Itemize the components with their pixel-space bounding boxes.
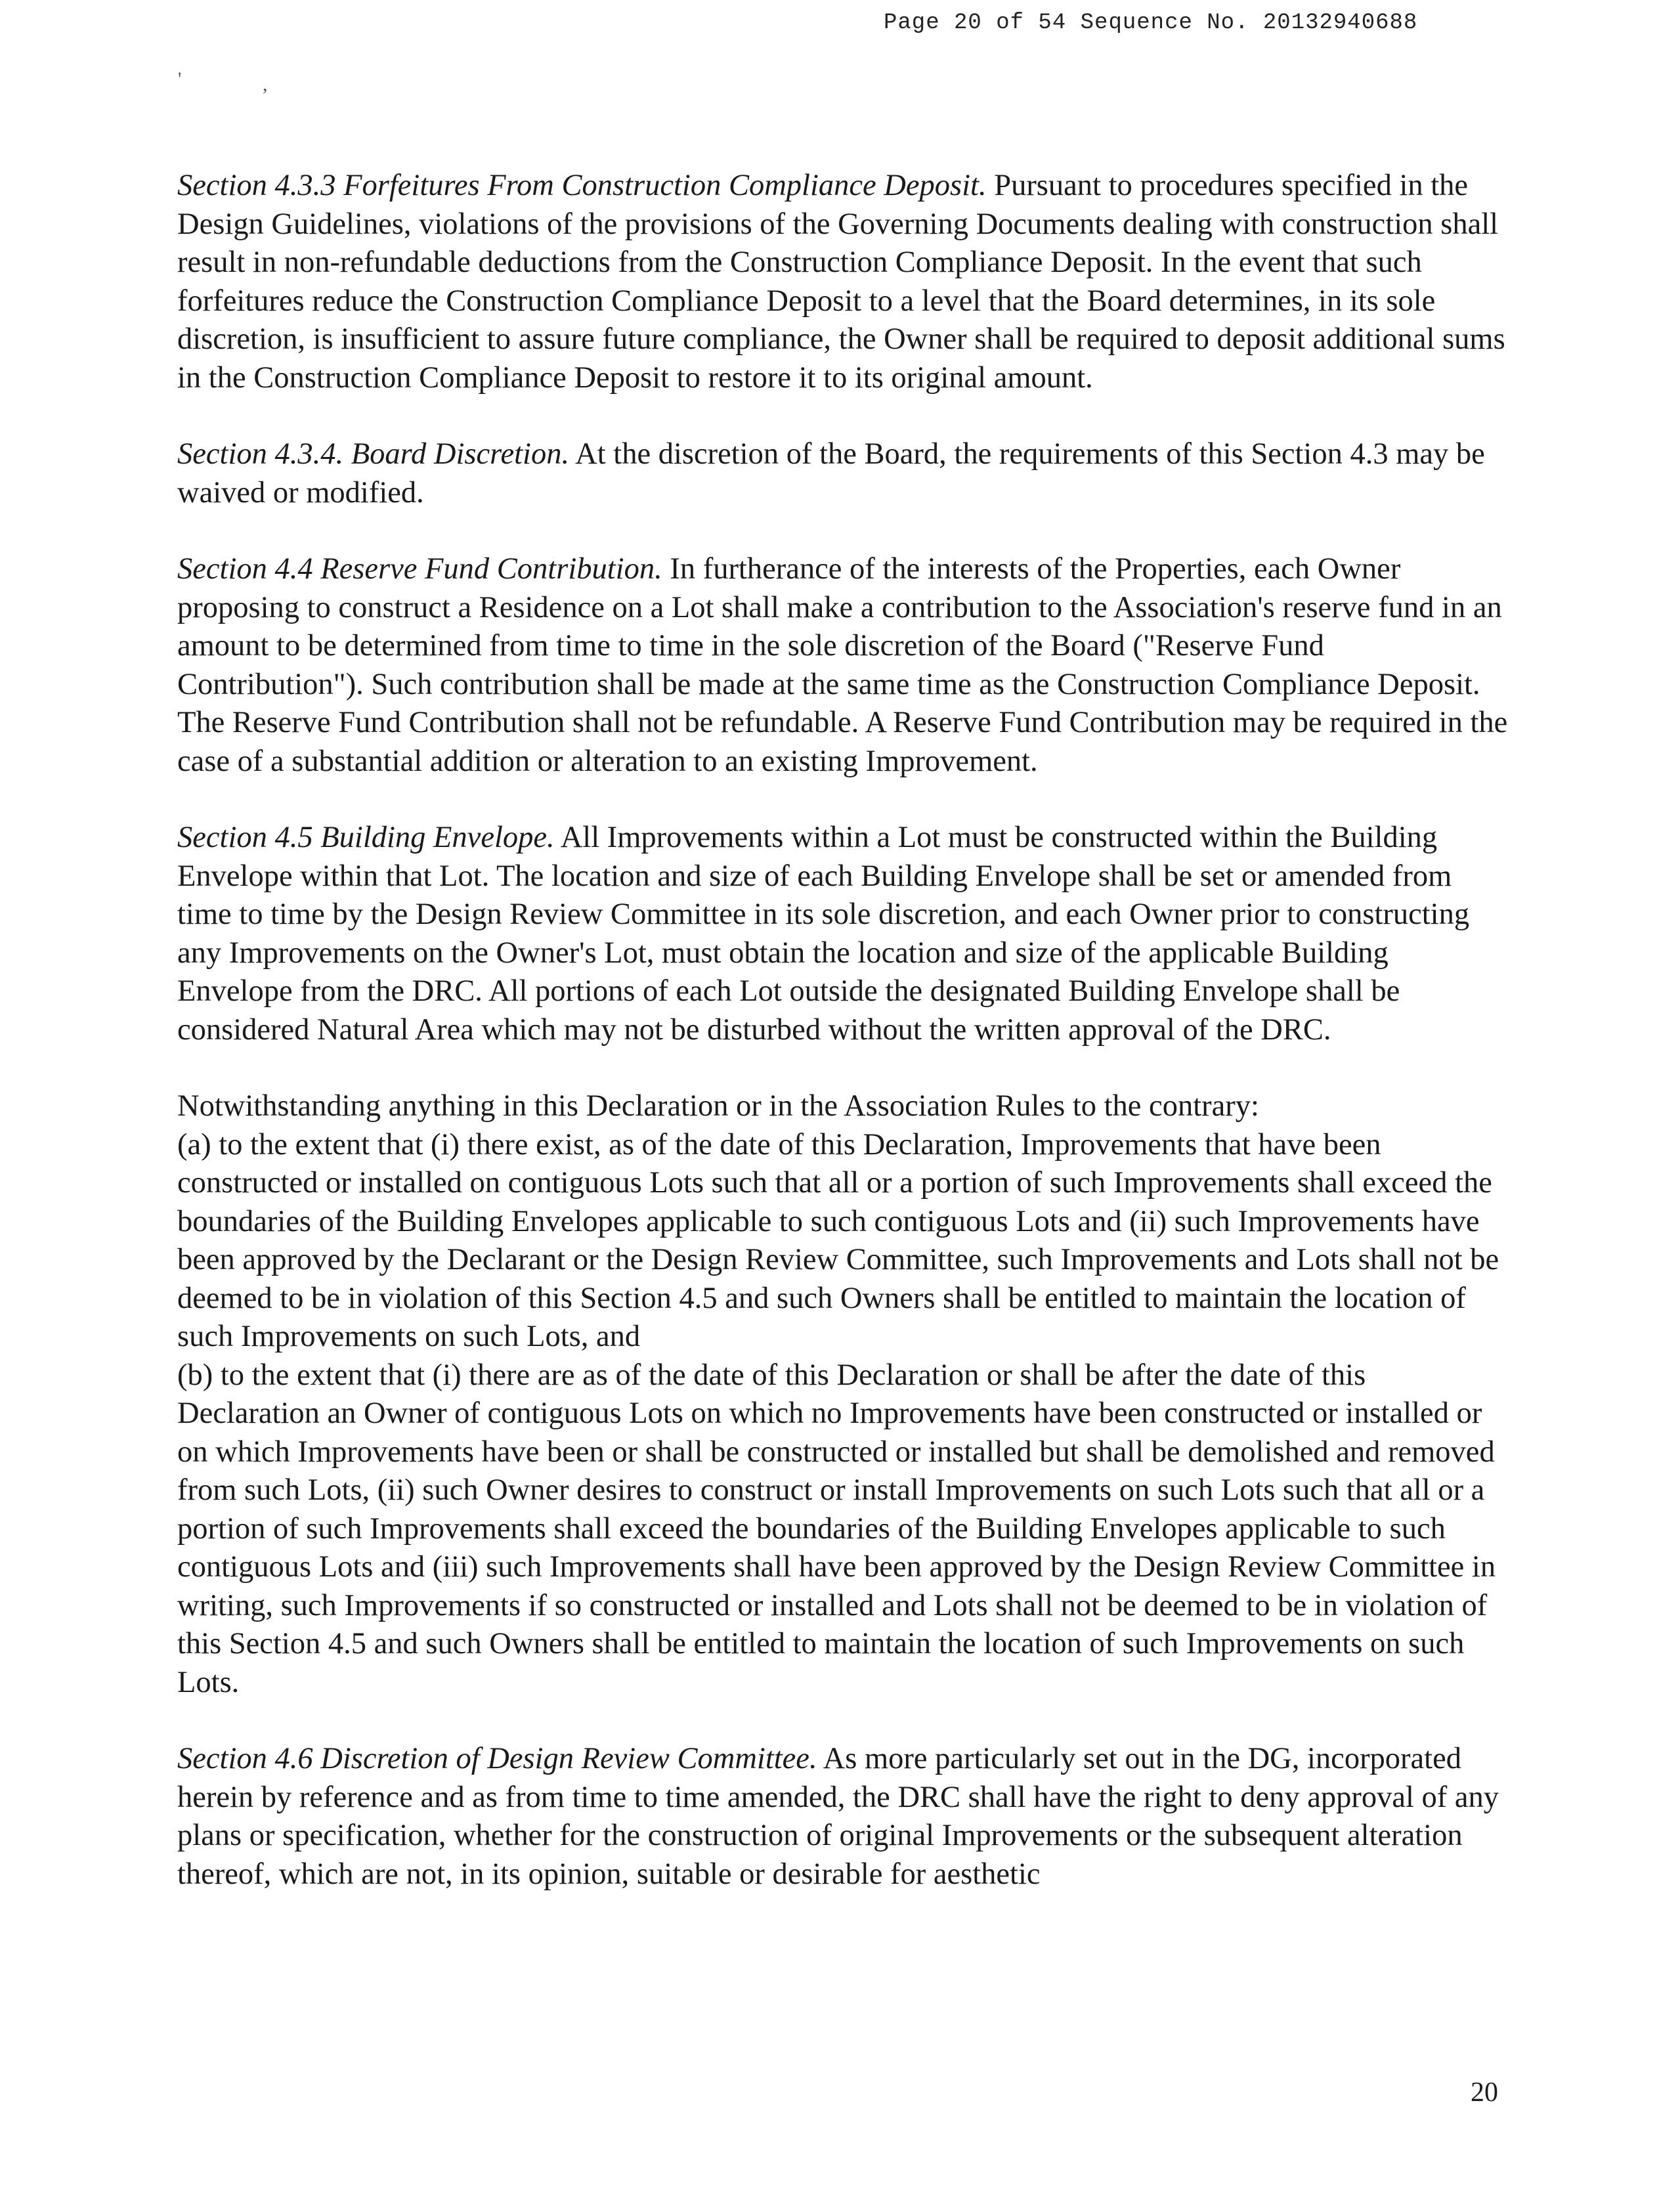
section-4-3-3 [177, 167, 1510, 397]
section-4-6 [177, 1740, 1510, 1894]
scan-mark: , [263, 74, 268, 95]
page-number: 20 [1471, 2077, 1498, 2108]
section-body: In furtherance of the interests of the Properties, each Owner proposing to construct a Residence on a Lot shall make a contribution to the Association's reserve fund in an amount to be determined from time to time in the sole discretion of the Board ("Reserve Fund Contribution"). Such contribution shall be made at the same time as the Construction Compliance Deposit. The Reserve Fund Contribution shall not be refundable. A Reserve Fund Contribution may be required in the case of a substantial addition or alteration to an existing Improvement. [177, 552, 1508, 778]
document-body [177, 167, 1510, 1932]
page-header: Page 20 of 54 Sequence No. 20132940688 [884, 11, 1418, 35]
notwithstanding-paragraph [177, 1087, 1510, 1702]
section-4-5 [177, 819, 1510, 1049]
section-4-3-4 [177, 435, 1510, 512]
section-4-4 [177, 550, 1510, 781]
clause-b: (b) to the extent that (i) there are as of the date of this Declaration or shall be after the date of this Declaration an Owner of contiguous Lots on which no Improvements have been constructed or installed or on which Improvements have been or shall be constructed or installed but shall be demolished and removed from such Lots, (ii) such Owner desires to construct or install Improvements on such Lots such that all or a portion of such Improvements shall exceed the boundaries of the Building Envelopes applicable to such contiguous Lots and (iii) such Improvements shall have been approved by the Design Review Committee in writing, such Improvements if so constructed or installed and Lots shall not be deemed to be in violation of this Section 4.5 and such Owners shall be entitled to maintain the location of such Improvements on such Lots. [177, 1358, 1496, 1699]
section-heading: Section 4.3.3 Forfeitures From Construction Compliance Deposit. [177, 169, 987, 202]
section-heading: Section 4.3.4. Board Discretion. [177, 437, 570, 471]
scan-mark: ' [178, 68, 182, 90]
section-body: All Improvements within a Lot must be constructed within the Building Envelope within that Lot. The location and size of each Building Envelope shall be set or amended from time to time by the Design Review Committee in its sole discretion, and each Owner prior to constructing any Improvements on the Owner's Lot, must obtain the location and size of the applicable Building Envelope from the DRC. All portions of each Lot outside the designated Building Envelope shall be considered Natural Area which may not be disturbed without the written approval of the DRC. [177, 821, 1470, 1047]
section-heading: Section 4.5 Building Envelope. [177, 821, 555, 854]
section-heading: Section 4.4 Reserve Fund Contribution. [177, 552, 662, 586]
section-body: Pursuant to procedures specified in the Design Guidelines, violations of the provisions of the Governing Documents dealing with construction shall result in non-refundable deductions from the Construction Compliance Deposit. In the event that such forfeitures reduce the Construction Compliance Deposit to a level that the Board determines, in its sole discretion, is insufficient to assure future compliance, the Owner shall be required to deposit additional sums in the Construction Compliance Deposit to restore it to its original amount. [177, 169, 1505, 395]
notwithstanding-intro: Notwithstanding anything in this Declaration or in the Association Rules to the contrary: [177, 1089, 1259, 1123]
clause-a: (a) to the extent that (i) there exist, as of the date of this Declaration, Improvements that have been constructed or installed on contiguous Lots such that all or a portion of such Improvements shall exceed the boundaries of the Building Envelopes applicable to such contiguous Lots and (ii) such Improvements have been approved by the Declarant or the Design Review Committee, such Improvements and Lots shall not be deemed to be in violation of this Section 4.5 and such Owners shall be entitled to maintain the location of such Improvements on such Lots, and [177, 1127, 1499, 1353]
section-body: At the discretion of the Board, the requirements of this Section 4.3 may be waived or modified. [177, 437, 1485, 510]
section-heading: Section 4.6 Discretion of Design Review Committee. [177, 1742, 817, 1775]
section-body: As more particularly set out in the DG, incorporated herein by reference and as from time to time amended, the DRC shall have the right to deny approval of any plans or specification, whether for the construction of original Improvements or the subsequent alteration thereof, which are not, in its opinion, suitable or desirable for aesthetic [177, 1742, 1499, 1891]
